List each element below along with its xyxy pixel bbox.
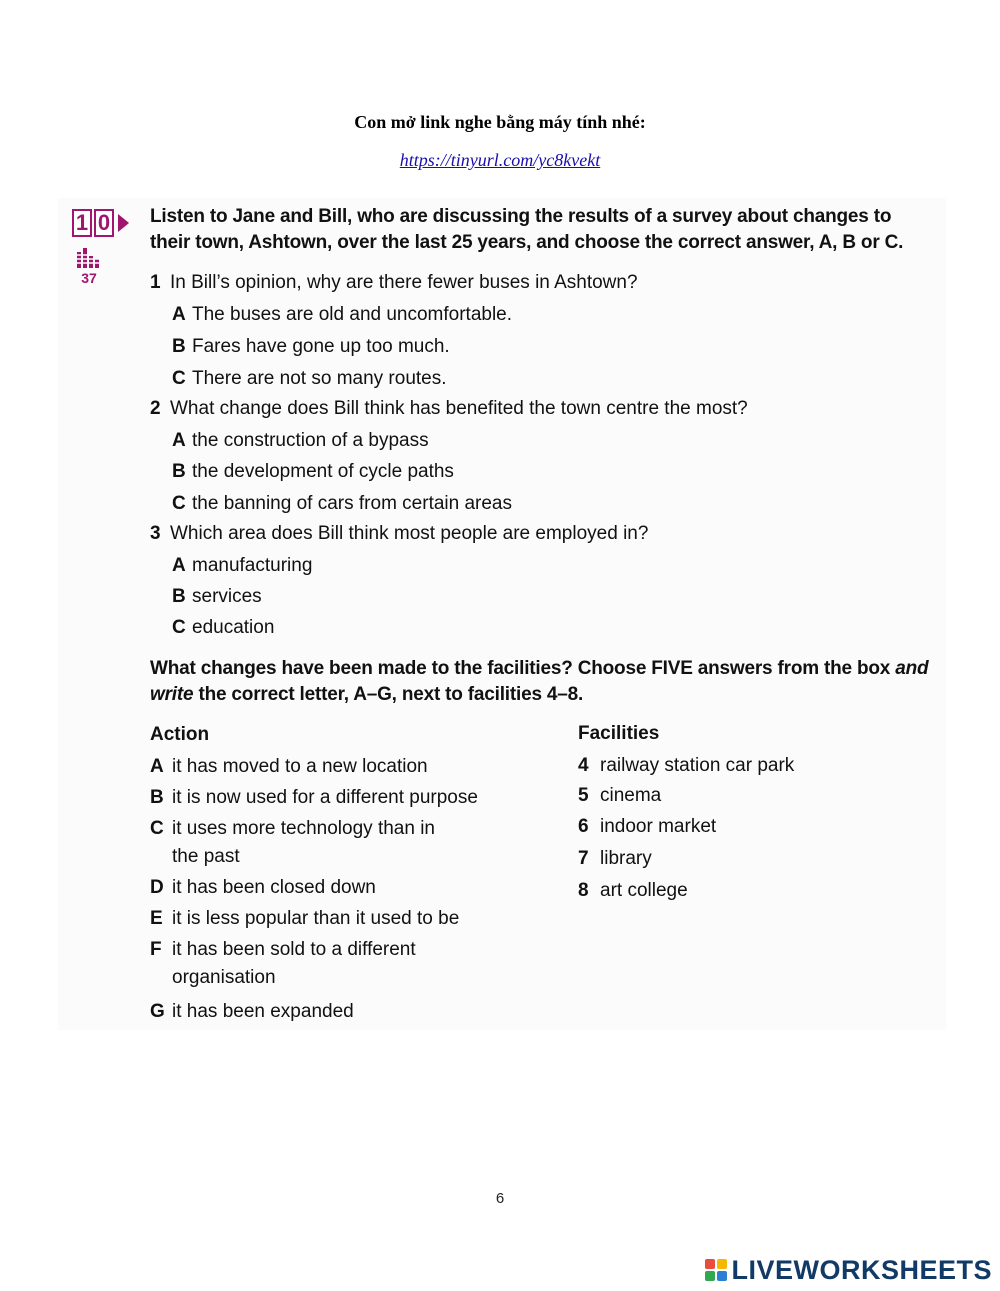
facility-text: indoor market [600,816,717,837]
q2-option-c[interactable] [172,492,512,516]
question-number: 3 [150,523,161,544]
question-1 [150,271,638,295]
question-number: 1 [150,272,161,293]
action-text: it has been sold to a different [172,939,416,960]
option-text: the construction of a bypass [192,430,429,451]
option-text: The buses are old and uncomfortable. [192,304,513,325]
action-letter: E [150,908,163,929]
action-header: Action [150,724,210,745]
instruction-italic: and write [150,658,929,705]
page-number: 6 [495,1190,505,1207]
facility-text: art college [600,880,688,901]
exercise-instruction: Listen to Jane and Bill, who are discussing the results of a survey about changes to their town, Ashtown, over the last 25 years, and choose the correct answer, A, B or C. [150,206,904,253]
action-letter: G [150,1001,165,1022]
option-letter: B [172,336,186,357]
action-text: it is less popular than it used to be [172,908,460,929]
action-letter: F [150,939,162,960]
instruction-text: What changes have been made to the facilities? Choose FIVE answers from the box [150,658,891,679]
option-text: the development of cycle paths [192,461,454,482]
track-digit: 1 [72,209,92,237]
facilities-header: Facilities [578,723,660,744]
facility-5 [578,782,661,810]
q3-option-c[interactable] [172,616,274,640]
option-text: There are not so many routes. [192,368,447,389]
action-e [150,905,459,933]
facility-4 [578,752,794,780]
question-3 [150,522,648,546]
option-letter: C [172,493,186,514]
brand-name: LIVEWORKSHEETS [731,1254,992,1285]
facility-7 [578,845,652,873]
q2-option-a[interactable] [172,429,429,453]
facility-number: 6 [578,816,589,837]
option-text: manufacturing [192,555,313,576]
action-text: it has moved to a new location [172,756,428,777]
option-letter: C [172,617,186,638]
option-letter: C [172,368,186,389]
option-letter: B [172,461,186,482]
action-b [150,784,478,812]
matching-instruction [150,656,930,708]
q1-option-b[interactable] [172,335,450,359]
instruction-text: the correct letter, A–G, next to facilities 4–8. [198,684,584,705]
audio-track-number: 37 [81,270,97,286]
action-d [150,874,376,902]
action-text-continued: the past [172,846,240,867]
facility-number: 5 [578,785,589,806]
action-text: it has been expanded [172,1001,354,1022]
listening-link[interactable]: https://tinyurl.com/yc8kvekt [399,150,601,170]
facility-number: 8 [578,880,589,901]
facility-text: library [600,848,652,869]
q3-option-b[interactable] [172,585,262,609]
q1-option-c[interactable] [172,367,447,391]
question-number: 2 [150,398,161,419]
audio-equalizer-icon [76,248,102,268]
facility-text: railway station car park [600,755,795,776]
question-text: In Bill’s opinion, why are there fewer buses in Ashtown? [170,272,638,293]
facility-number: 4 [578,755,589,776]
action-text-continued: organisation [172,967,276,988]
action-letter: C [150,818,164,839]
facility-number: 7 [578,848,589,869]
question-text: What change does Bill think has benefited the town centre the most? [170,398,748,419]
facility-6 [578,813,716,841]
action-text: it has been closed down [172,877,376,898]
play-icon [118,214,129,232]
liveworksheets-brand[interactable] [705,1255,992,1285]
track-digit: 0 [94,209,114,237]
option-letter: B [172,586,186,607]
action-letter: A [150,756,164,777]
action-c [150,815,435,871]
action-letter: B [150,787,164,808]
action-g [150,998,354,1026]
option-letter: A [172,304,186,325]
question-text: Which area does Bill think most people are employed in? [170,523,649,544]
option-text: the banning of cars from certain areas [192,493,513,514]
action-letter: D [150,877,164,898]
q1-option-a[interactable] [172,303,512,327]
option-text: education [192,617,275,638]
worksheet-panel [58,198,946,1030]
action-text: it is now used for a different purpose [172,787,478,808]
option-text: Fares have gone up too much. [192,336,450,357]
option-letter: A [172,555,186,576]
action-a [150,753,428,781]
liveworksheets-logo-icon [705,1259,727,1281]
page-title: Con mở link nghe bằng máy tính nhé: [354,112,646,132]
action-f [150,936,416,992]
q3-option-a[interactable] [172,554,312,578]
q2-option-b[interactable] [172,460,454,484]
facility-text: cinema [600,785,662,806]
track-badge [72,206,129,240]
option-text: services [192,586,262,607]
facility-8 [578,877,688,905]
option-letter: A [172,430,186,451]
action-text: it uses more technology than in [172,818,435,839]
question-2 [150,397,748,421]
